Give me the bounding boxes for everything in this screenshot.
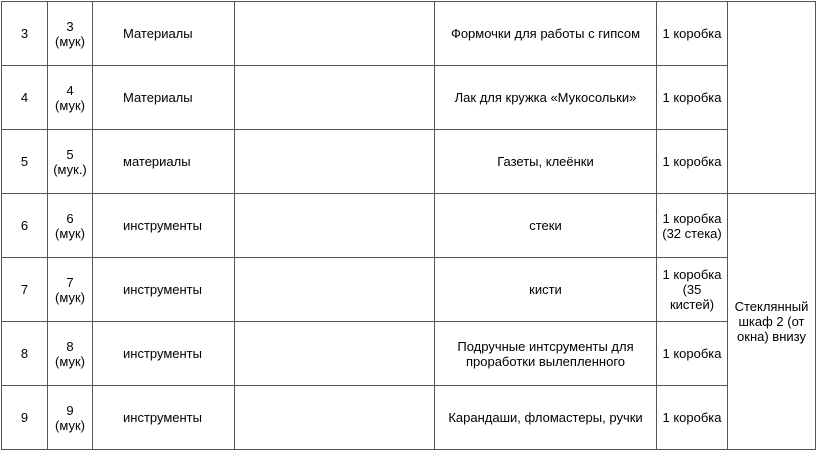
- item-quantity: 1 коробка (32 стека): [657, 194, 728, 258]
- empty-cell: [235, 130, 435, 194]
- item-type: Материалы: [93, 2, 235, 66]
- table-row: [2, 194, 816, 258]
- item-quantity: 1 коробка: [657, 2, 728, 66]
- table-row: [2, 66, 816, 130]
- item-code: 5 (мук.): [48, 130, 93, 194]
- row-number: 9: [2, 386, 48, 450]
- table-row: [2, 322, 816, 386]
- item-type: материалы: [93, 130, 235, 194]
- empty-cell: [235, 258, 435, 322]
- empty-cell: [235, 386, 435, 450]
- item-name: Карандаши, фломастеры, ручки: [435, 386, 657, 450]
- item-code: 9 (мук): [48, 386, 93, 450]
- storage-location: Стеклянный шкаф 2 (от окна) внизу: [728, 194, 816, 450]
- item-type: инструменты: [93, 386, 235, 450]
- item-quantity: 1 коробка: [657, 66, 728, 130]
- item-code: 3 (мук): [48, 2, 93, 66]
- item-quantity: 1 коробка (35 кистей): [657, 258, 728, 322]
- item-name: Газеты, клеёнки: [435, 130, 657, 194]
- empty-cell: [235, 322, 435, 386]
- row-number: 3: [2, 2, 48, 66]
- empty-cell: [235, 194, 435, 258]
- row-number: 7: [2, 258, 48, 322]
- item-type: инструменты: [93, 322, 235, 386]
- empty-cell: [235, 66, 435, 130]
- item-type: инструменты: [93, 258, 235, 322]
- item-name: Подручные интсрументы для проработки вылепленного: [435, 322, 657, 386]
- item-quantity: 1 коробка: [657, 322, 728, 386]
- item-quantity: 1 коробка: [657, 130, 728, 194]
- item-code: 4 (мук): [48, 66, 93, 130]
- empty-cell: [235, 2, 435, 66]
- row-number: 6: [2, 194, 48, 258]
- item-name: кисти: [435, 258, 657, 322]
- item-name: Формочки для работы с гипсом: [435, 2, 657, 66]
- table-row: [2, 130, 816, 194]
- item-name: стеки: [435, 194, 657, 258]
- item-code: 7 (мук): [48, 258, 93, 322]
- row-number: 4: [2, 66, 48, 130]
- storage-location: [728, 2, 816, 194]
- item-code: 6 (мук): [48, 194, 93, 258]
- item-type: инструменты: [93, 194, 235, 258]
- item-quantity: 1 коробка: [657, 386, 728, 450]
- row-number: 8: [2, 322, 48, 386]
- item-type: Материалы: [93, 66, 235, 130]
- table-row: [2, 2, 816, 66]
- row-number: 5: [2, 130, 48, 194]
- item-code: 8 (мук): [48, 322, 93, 386]
- table-row: [2, 386, 816, 450]
- item-name: Лак для кружка «Мукосольки»: [435, 66, 657, 130]
- table-row: [2, 258, 816, 322]
- inventory-table: [1, 1, 816, 450]
